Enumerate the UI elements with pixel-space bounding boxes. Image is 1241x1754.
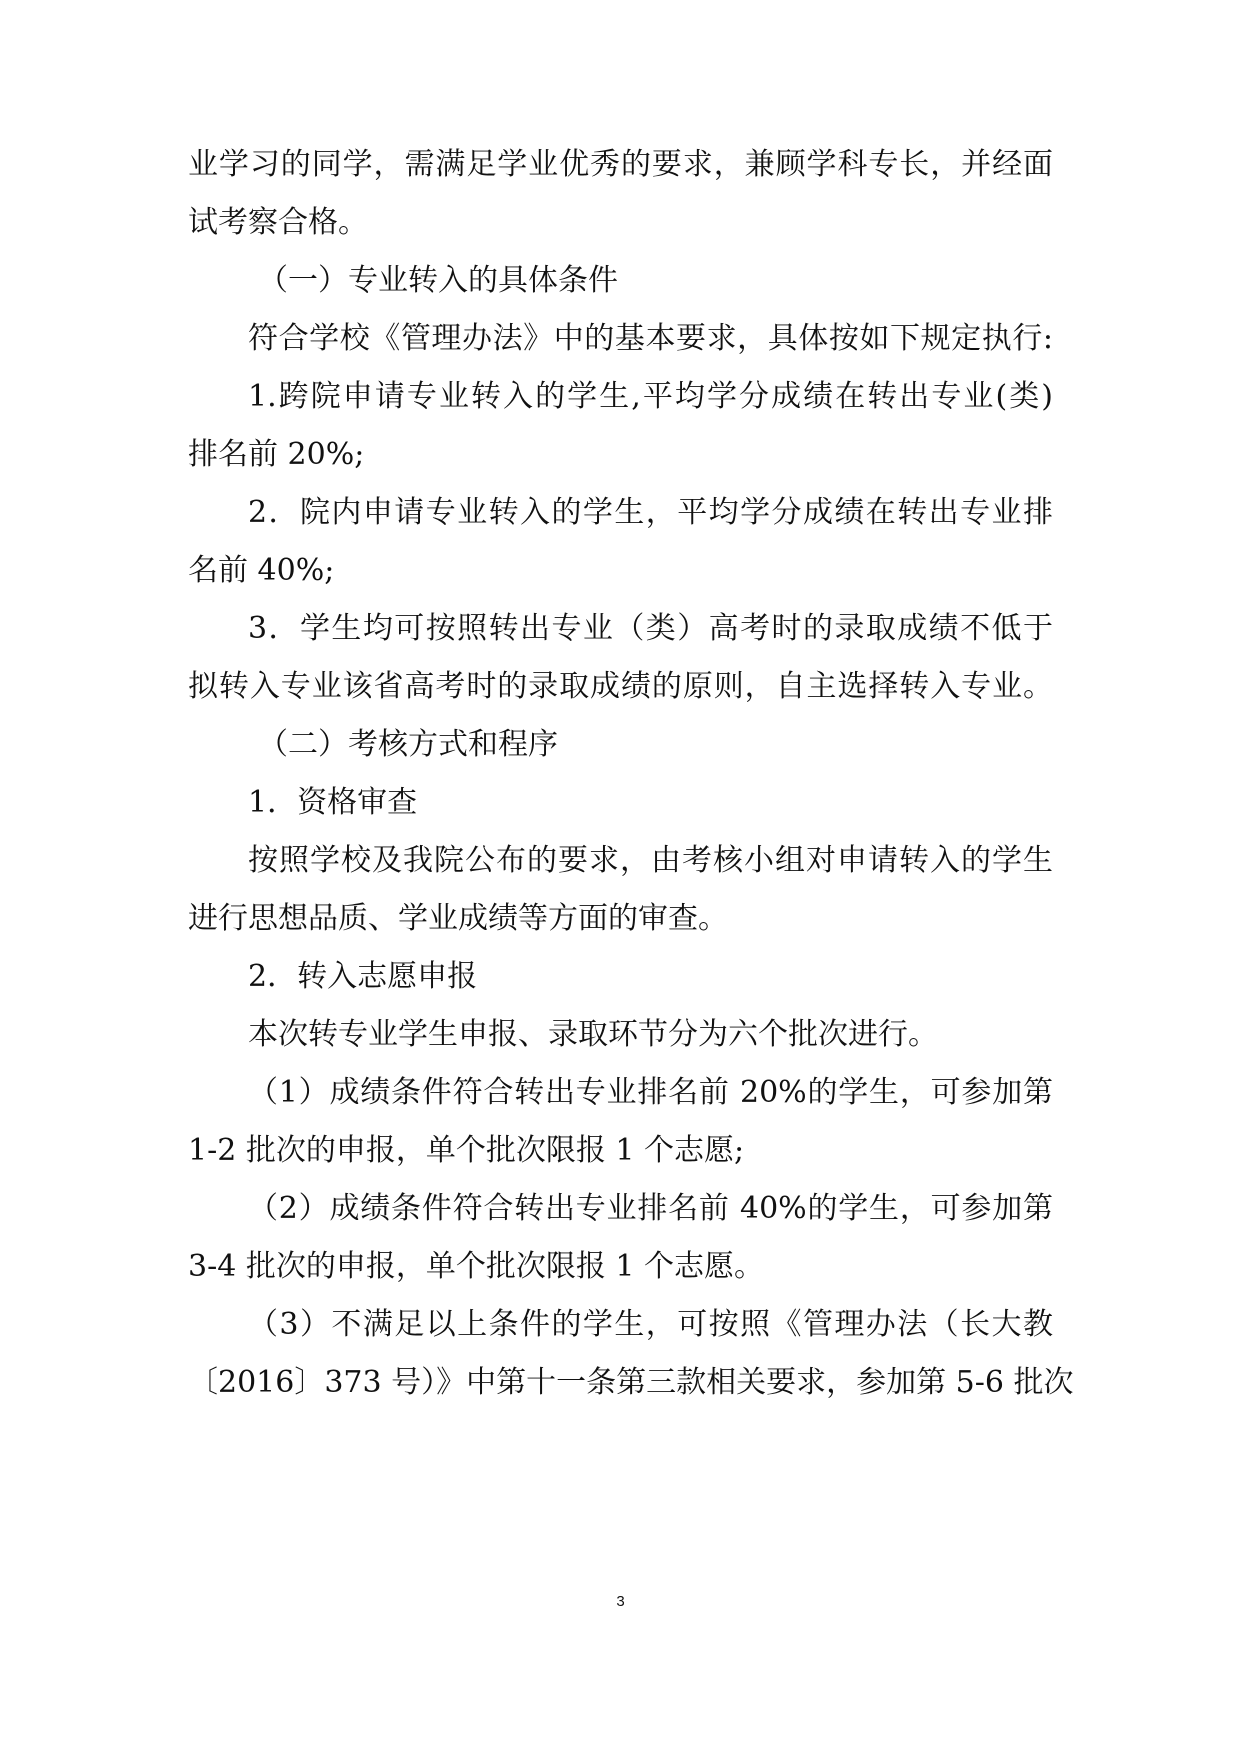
list-item-line: 3．学生均可按照转出专业（类）高考时的录取成绩不低于 — [248, 611, 1053, 646]
list-item-line: 名前 40%; — [188, 553, 335, 588]
section-heading: （一）专业转入的具体条件 — [258, 263, 618, 298]
subsection-heading: 1．资格审查 — [248, 785, 418, 820]
subsection-heading: 2．转入志愿申报 — [248, 959, 478, 994]
list-item-line: 2．院内申请专业转入的学生，平均学分成绩在转出专业排 — [248, 495, 1053, 530]
list-item-line: （1）成绩条件符合转出专业排名前 20%的学生，可参加第 — [248, 1075, 1053, 1110]
paragraph-line: 按照学校及我院公布的要求，由考核小组对申请转入的学生 — [248, 843, 1053, 878]
paragraph-line: 符合学校《管理办法》中的基本要求，具体按如下规定执行: — [248, 321, 1053, 356]
list-item-line: （2）成绩条件符合转出专业排名前 40%的学生，可参加第 — [248, 1191, 1053, 1226]
list-item-line: 3-4 批次的申报，单个批次限报 1 个志愿。 — [188, 1249, 765, 1284]
section-heading: （二）考核方式和程序 — [258, 727, 558, 762]
paragraph-line: 进行思想品质、学业成绩等方面的审查。 — [188, 901, 728, 936]
list-item-line: 〔2016〕373 号）》中第十一条第三款相关要求，参加第 5-6 批次 — [188, 1365, 1074, 1400]
list-item-line: 1.跨院申请专业转入的学生,平均学分成绩在转出专业(类) — [248, 379, 1053, 414]
paragraph-line: 本次转专业学生申报、录取环节分为六个批次进行。 — [248, 1017, 938, 1052]
list-item-line: 拟转入专业该省高考时的录取成绩的原则，自主选择转入专业。 — [188, 669, 1053, 704]
paragraph-line: 业学习的同学，需满足学业优秀的要求，兼顾学科专长，并经面 — [188, 147, 1053, 182]
page-number: 3 — [616, 1593, 625, 1610]
list-item-line: 排名前 20%; — [188, 437, 365, 472]
list-item-line: 1-2 批次的申报，单个批次限报 1 个志愿; — [188, 1133, 745, 1168]
list-item-line: （3）不满足以上条件的学生，可按照《管理办法（长大教 — [248, 1307, 1053, 1342]
paragraph-line: 试考察合格。 — [188, 205, 368, 240]
